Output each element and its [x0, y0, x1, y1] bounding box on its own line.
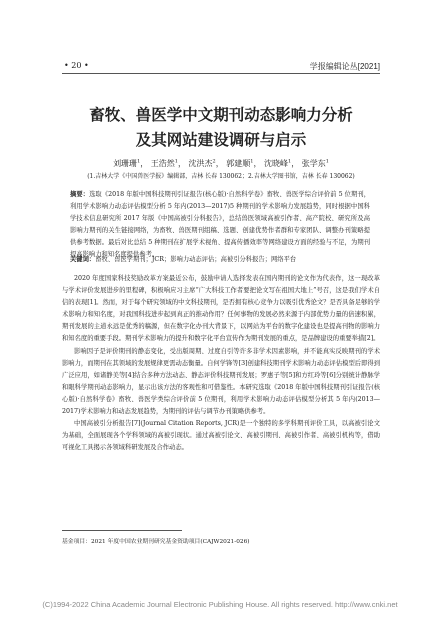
title-line-1: 畜牧、兽医学中文期刊动态影响力分析 [89, 107, 353, 124]
author-sup: 1 [325, 158, 329, 165]
author: 王浩然 [150, 159, 175, 168]
author-sup: 1 [288, 158, 292, 165]
author: 沈晓峰 [264, 159, 288, 168]
keywords [70, 254, 370, 266]
author-sup: 2 [212, 158, 216, 165]
keywords-text: 畜牧、兽医学期刊；JCR；影响力动态评估；高被引分科报告；网络平台 [95, 256, 297, 263]
author-sup: 1 [137, 158, 141, 165]
author: 沈洪杰 [188, 159, 213, 168]
body-paragraph: 中国高被引分析报告[7](Journal Citation Reports, JCR)是一个独特的多学科期刊评价工具，以高被引论文为基础，全面展现各个学科领域的高被引现状。通过高被引论文、高被引期刊、高被引作者、高被引机构等，借助可视化工具揭示各领域科研发展及合作动态。 [62, 420, 380, 452]
author-list: 刘珊珊$^1$， 王浩然$^1$， 沈洪杰$^2$， 郭建顺$^1$， 沈晓峰$^1$， 张学东$^1$ [113, 158, 329, 168]
article-body [62, 273, 380, 454]
title-line-2: 及其网站建设调研与启示 [135, 132, 307, 149]
article-title [62, 103, 380, 153]
page-header [0, 0, 440, 82]
journal-name: 学报编辑论丛[2021] [309, 62, 380, 71]
abstract-label: 摘要： [70, 191, 90, 198]
page-number: • 20 • [64, 61, 89, 70]
abstract-text: 选取《2018 年版中国科技期刊引证报告(核心版)·自然科学卷》畜牧、兽医学综合评价前 5 位期刊，利用学术影响力动态评估模型分析 5 年内(2013—2017)5 种期刊的学术影响力发展趋势，同时根据中国科学技术信息研究所 2017 年版《中国高被引分科报告》，总结兽医领域高被引作者、高产院校、研究所及高影响力期刊的关生链接网络，为畜牧、兽医期刊组稿、选题、创建优势作者群和专家团队、调整办刊策略提供参考数据。最后对比总结 5 种期刊在扩展学术视角、提高传播效率等网络建设方面的经验与不足，为期刊提高影响力和知名度提供参考。 [70, 191, 371, 258]
footnote-rule [62, 530, 182, 531]
copyright-line: (C)1994-2022 China Academic Journal Electronic Publishing House. All rights reserved. http://www.cnki.net [42, 600, 398, 609]
body-paragraph: 影响因子是评价期刊的静态变化，受出版周期、过度自引等许多非学术因素影响，并不能真实反映期刊的学术影响力，而期刊在其领域的发展规律更需动态衡量。自何学锋等[3]创建科技期刊学术影响力动态评估模型后即得到广泛应用，如诸静美等[4]结合多种方法动态、静态评价科技期刊发展；罗惠子等[5]和方红玲等[6]分别统计静脉学和眼科学期刊动态影响力，显示出该方法的客观性和可借鉴性。本研究选取《2018 年版中国科技期刊引证报告(核心版)·自然科学卷》畜牧、兽医学类综合评价前 5 位期刊，利用学术影响力动态评估模型分析其 5 年内(2013—2017)学术影响力和动态发展趋势，为期刊的评估与调节办刊策略供参考。 [62, 347, 380, 416]
funding-footnote: 基金项目：2021 年度中国农业期刊研究基金资助项目(CAJW2021-026) [62, 539, 250, 545]
author: 郭建顺 [226, 159, 251, 168]
body-paragraph: 2020 年度国家科技奖励改革方案最近公布，鼓励申请人选择发表在国内期刊的论文作为代表作，这一现改革与学术评价发展进步的里程碑，积极响应习主席“广大科技工作者要把论文写在祖国大地上”号召，这是我们学术自信的表现[1]。然而，对于每个研究领域的中文科技期刊，是否拥有核心竞争力以吸引优秀论文？是否具备足够的学术影响力和知名度，对我国科技进步起到真正的推动作用？任何事物的发展必然来源于内部优势力量的倍速积累，期刊发展的主道永远是优秀的稿源，但在数字化办刊大背景下，以网站为平台的数字化建设也是提高刊物的影响力和知名度的重要手段。期刊学术影响力的提升和数字化平台宣传作为期刊发展的重点，是品牌建设的重要举措[2]。 [62, 275, 380, 343]
header-rule [62, 73, 380, 74]
keywords-label: 关键词： [70, 256, 96, 263]
author: 刘珊珊 [113, 159, 138, 168]
affiliations: (1.吉林大学《中国兽医学报》编辑部，吉林 长春 130062；2.吉林大学图书馆，吉林 长春 130062) [87, 173, 355, 180]
author-sup: 1 [174, 158, 178, 165]
author-sup: 1 [250, 158, 254, 165]
author: 张学东 [301, 159, 326, 168]
abstract [70, 189, 370, 261]
